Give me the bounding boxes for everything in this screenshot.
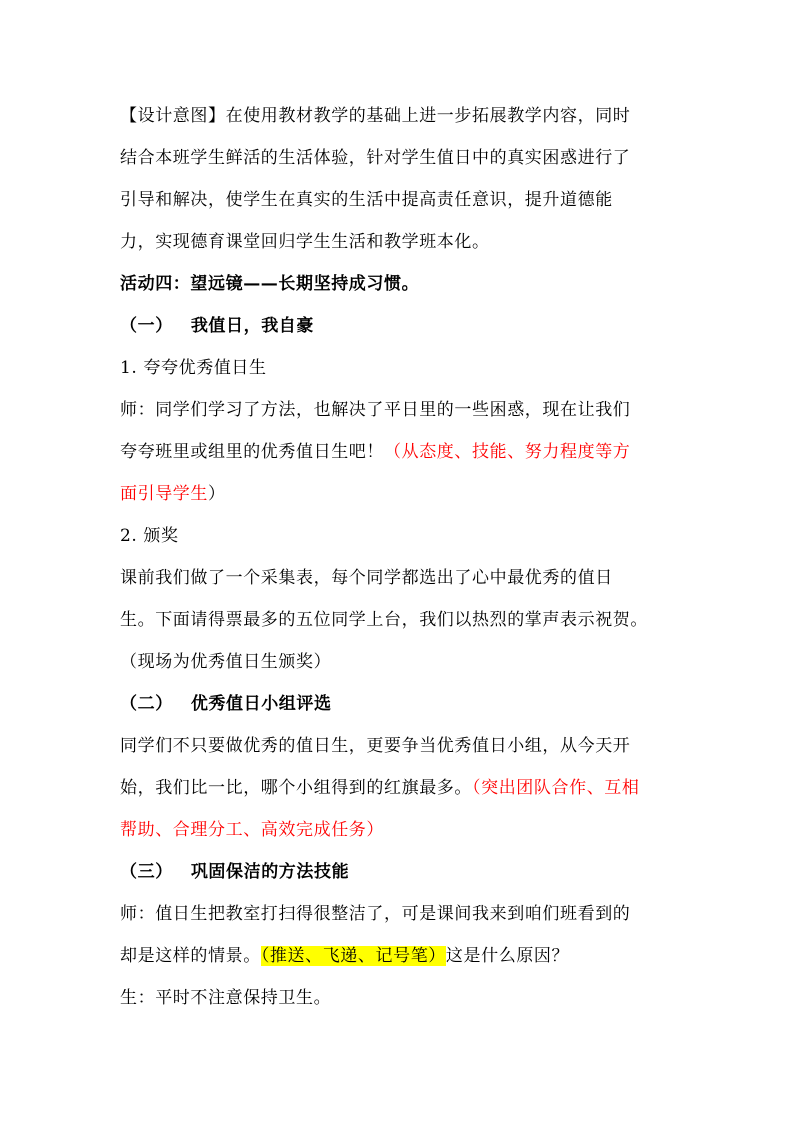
- section-2-line-1: 同学们不只要做优秀的值日生，更要争当优秀值日小组，从今天开: [120, 736, 631, 756]
- activity-4-heading: 活动四：望远镜——长期坚持成习惯。: [120, 274, 420, 294]
- section-3-line-2: 却是这样的情景。（推送、飞递、记号笔）这是什么原因？: [120, 946, 570, 966]
- section-3-heading: （三） 巩固保洁的方法技能: [120, 862, 350, 882]
- section-1-item-1-line-3: 面引导学生）: [120, 484, 226, 504]
- section-1-item-2-title: 2. 颁奖: [120, 526, 179, 546]
- highlighted-props: （推送、飞递、记号笔）: [260, 946, 446, 966]
- teaching-note: （从态度、技能、努力程度等方: [384, 442, 631, 462]
- section-3-line-1: 师：值日生把教室打扫得很整洁了，可是课间我来到咱们班看到的: [120, 904, 631, 924]
- section-1-item-2-line-2: 生。下面请得票最多的五位同学上台，我们以热烈的掌声表示祝贺。: [120, 610, 648, 630]
- teaching-note: （突出团队合作、互相: [472, 778, 640, 798]
- section-1-item-2-line-3: （现场为优秀值日生颁奖）: [120, 652, 332, 672]
- section-1-item-2-line-1: 课前我们做了一个采集表，每个同学都选出了心中最优秀的值日: [120, 568, 613, 588]
- section-2-line-2: 始，我们比一比，哪个小组得到的红旗最多。（突出团队合作、互相: [120, 778, 640, 798]
- section-3-line-3: 生：平时不注意保持卫生。: [120, 988, 332, 1008]
- section-1-item-1-line-2: 夸夸班里或组里的优秀值日生吧！（从态度、技能、努力程度等方: [120, 442, 631, 462]
- design-intent-label: 【设计意图】: [120, 106, 226, 126]
- design-intent-line-4: 力，实现德育课堂回归学生生活和教学班本化。: [120, 232, 490, 252]
- design-intent-line-3: 引导和解决，使学生在真实的生活中提高责任意识，提升道德能: [120, 190, 613, 210]
- design-intent-line-1: 【设计意图】在使用教材教学的基础上进一步拓展教学内容，同时: [120, 106, 631, 126]
- section-1-heading: （一） 我值日，我自豪: [120, 316, 315, 336]
- section-1-item-1-title: 1. 夸夸优秀值日生: [120, 358, 267, 378]
- design-intent-line-2: 结合本班学生鲜活的生活体验，针对学生值日中的真实困惑进行了: [120, 148, 631, 168]
- section-2-line-3: 帮助、合理分工、高效完成任务）: [120, 820, 384, 840]
- section-2-heading: （二） 优秀值日小组评选: [120, 694, 332, 714]
- teaching-note: 面引导学生: [120, 484, 208, 504]
- section-1-item-1-line-1: 师：同学们学习了方法，也解决了平日里的一些困惑，现在让我们: [120, 400, 631, 420]
